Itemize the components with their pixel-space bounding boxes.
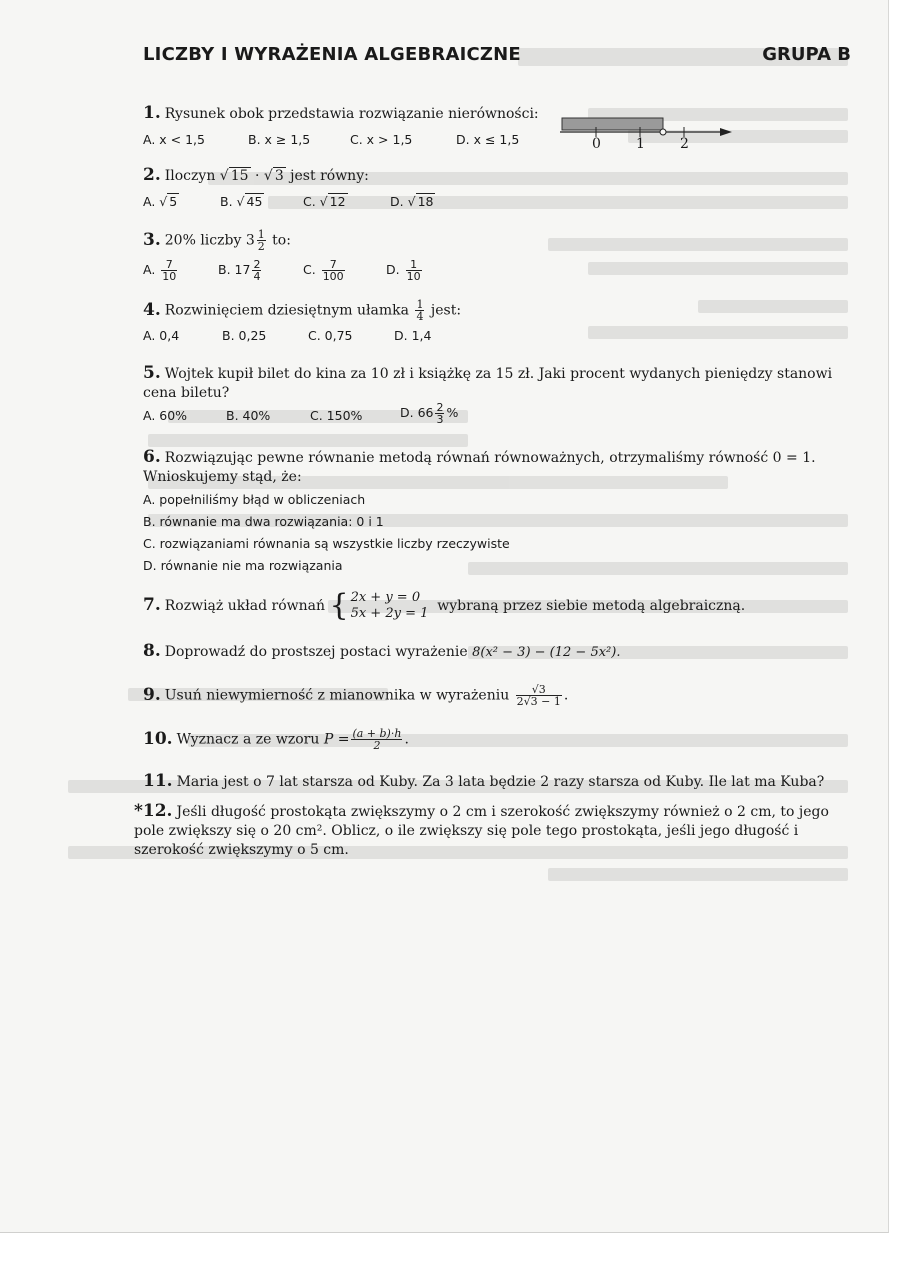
axis-arrow-icon (720, 128, 732, 136)
q1-option-a: A. x < 1,5 (143, 132, 205, 147)
q3-option-c: C. $\frac{7}{100}$ (303, 258, 344, 283)
question-1: 1. Rysunek obok przedstawia rozwiązanie nierówności: (143, 103, 539, 123)
question-12: *12. Jeśli długość prostokąta zwiększymy o 2 cm i szerokość zwiększymy również o 2 cm, to jego pole zwiększy się o 20 cm². Oblicz, o ile zwiększy się pole tego prostokąta, jeśli jego długość i szerokość zwiększymy o 5 cm. (134, 801, 829, 858)
question-6: 6. Rozwiązując pewne równanie metodą równań równoważnych, otrzymaliśmy równość 0 = 1. Wnioskujemy stąd, że: (143, 447, 816, 485)
question-1-text: Rysunek obok przedstawia rozwiązanie nierówności: (164, 106, 539, 122)
tick-label-2: 2 (680, 136, 689, 152)
q6-option-c: C. rozwiązaniami równania są wszystkie liczby rzeczywiste (143, 536, 510, 551)
number-line-svg (556, 114, 736, 154)
worksheet-header (143, 44, 851, 72)
q5-option-b: B. 40% (226, 408, 271, 423)
system-brace: { (329, 588, 349, 623)
q2-option-c: C. √ 12 (303, 194, 346, 209)
q4-option-b: B. 0,25 (222, 328, 267, 343)
q4-option-a: A. 0,4 (143, 328, 180, 343)
q2-option-b: B. √ 45 (220, 194, 263, 209)
question-3: 3. 20% liczby 3 $\frac{1}{2}$ to: (143, 228, 291, 253)
question-8: 8. Doprowadź do prostszej postaci wyrażenie 8(x² − 3) − (12 − 5x²). (143, 641, 621, 661)
worksheet-title: LICZBY I WYRAŻENIA ALGEBRAICZNE (143, 44, 521, 65)
q5-option-d: D. 66 $\frac{2}{3}$ % (400, 401, 459, 426)
q1-option-d: D. x ≤ 1,5 (456, 132, 520, 147)
equation-system: 2x + y = 0 5x + 2y = 1 (350, 590, 429, 621)
q2-option-d: D. √ 18 (390, 194, 434, 209)
q1-option-b: B. x ≥ 1,5 (248, 132, 311, 147)
question-11: 11. Maria jest o 7 lat starsza od Kuby. Za 3 lata będzie 2 razy starsza od Kuby. Ile lat ma Kuba? (143, 771, 825, 791)
question-4: 4. Rozwinięciem dziesiętnym ułamka $\frac{1}{4}$ jest: (143, 298, 462, 323)
question-5: 5. Wojtek kupił bilet do kina za 10 zł i książkę za 15 zł. Jaki procent wydanych pieniędzy stanowi cena biletu? (143, 363, 833, 401)
question-9: 9. Usuń niewymierność z mianownika w wyrażeniu $\frac{√3}{2√3 - 1}$ . (143, 683, 569, 708)
q5-option-a: A. 60% (143, 408, 188, 423)
q3-option-d: D. $\frac{1}{10}$ (386, 258, 421, 283)
q4-option-d: D. 1,4 (394, 328, 432, 343)
q2-option-a: A. √ 5 (143, 194, 178, 209)
q4-option-c: C. 0,75 (308, 328, 353, 343)
number-line-figure (556, 114, 736, 154)
solution-shaded-region (562, 118, 663, 130)
group-label: GRUPA B (762, 44, 851, 65)
question-10: 10. Wyznacz a ze wzoru P = $\frac{(a + b)\cdot h}{2}$ . (143, 727, 409, 752)
expression-8: 8(x² − 3) − (12 − 5x²). (472, 645, 621, 660)
question-7: 7. Rozwiąż układ równań { 2x + y = 0 5x + 2y = 1 wybraną przez siebie metodą algebraiczną. (143, 588, 746, 623)
q6-option-d: D. równanie nie ma rozwiązania (143, 558, 343, 573)
q3-option-a: A. $\frac{7}{10}$ (143, 258, 177, 283)
q6-option-a: A. popełniliśmy błąd w obliczeniach (143, 492, 366, 507)
q1-option-c: C. x > 1,5 (350, 132, 413, 147)
question-2: 2. Iloczyn √ 15 · √ 3 jest równy: (143, 165, 369, 185)
q3-option-b: B. 17 $\frac{2}{4}$ (218, 258, 261, 283)
tick-label-1: 1 (636, 136, 645, 152)
open-endpoint (660, 129, 666, 135)
q6-option-b: B. równanie ma dwa rozwiązania: 0 i 1 (143, 514, 384, 529)
tick-label-0: 0 (592, 136, 601, 152)
q5-option-c: C. 150% (310, 408, 363, 423)
